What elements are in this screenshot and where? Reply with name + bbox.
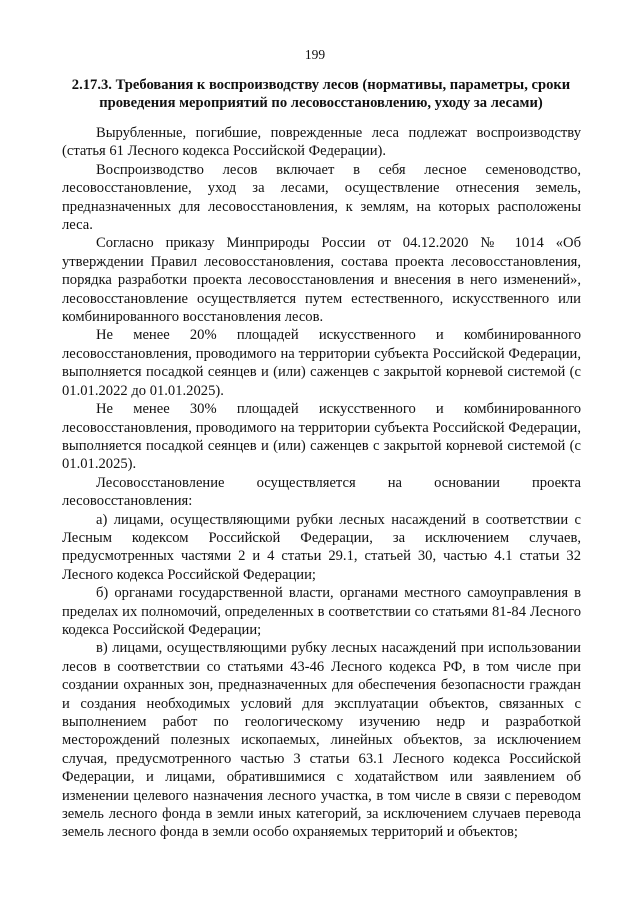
paragraph: Не менее 20% площадей искусственного и комбинированного лесовосстановления, проводимого на территории субъекта Российской Федерации, выполняется посадкой сеянцев и (или) саженцев с закрытой корневой системой (с 01.01.2022 до 01.01.2025). [62, 327, 581, 399]
page-number: 199 [304, 47, 326, 62]
paragraph: Лесовосстановление осуществляется на основании проекта лесовосстановления: [62, 474, 581, 510]
paragraph: Не менее 30% площадей искусственного и комбинированного лесовосстановления, проводимого на территории субъекта Российской Федерации, выполняется посадкой сеянцев и (или) саженцев с закрытой корневой системой (с 01.01.2025). [62, 401, 581, 473]
list-item: в) лицами, осуществляющими рубку лесных насаждений при использовании лесов в соответствии со статьями 43-46 Лесного кодекса РФ, в том числе при создании охранных зон, предназначенных для обеспечения безопасности граждан и создания необходимых условий для эксплуатации объектов, связанных с выполнением работ по геологическому изучению недр и разработкой месторождений полезных ископаемых, линейных объектов, за исключением случая, предусмотренного частью 3 статьи 63.1 Лесного кодекса Российской Федерации, и лицами, обратившимися с ходатайством или заявлением об изменении целевого назначения лесного участка, в том числе в связи с переводом земель лесного фонда в земли иных категорий, за исключением случаев перевода земель лесного фонда в земли особо охраняемых территорий и объектов; [62, 640, 581, 841]
list-item: а) лицами, осуществляющими рубки лесных насаждений в соответствии с Лесным кодексом Российской Федерации, за исключением случаев, предусмотренных частями 2 и 4 статьи 29.1, статьей 30, частью 4.1 статьи 32 Лесного кодекса Российской Федерации; [62, 511, 581, 583]
paragraph: Согласно приказу Минприроды России от 04.12.2020 № 1014 «Об утверждении Правил лесовосстановления, состава проекта лесовосстановления, порядка разработки проекта лесовосстановления и внесения в него изменений», лесовосстановление осуществляется путем естественного, искусственного или комбинированного восстановления лесов. [62, 235, 581, 326]
paragraph: Вырубленные, погибшие, поврежденные леса подлежат воспроизводству (статья 61 Лесного кодекса Российской Федерации). [62, 125, 581, 160]
paragraph: Воспроизводство лесов включает в себя лесное семеноводство, лесовосстановление, уход за лесами, осуществление отнесения земель, предназначенных для лесовосстановления, к землям, на которых расположены леса. [62, 161, 581, 234]
section-title: 2.17.3. Требования к воспроизводству лесов (нормативы, параметры, сроки проведения мероприятий по лесовосстановлению, уходу за лесами) [71, 77, 571, 111]
list-item: б) органами государственной власти, органами местного самоуправления в пределах их полномочий, определенных в соответствии со статьями 81-84 Лесного кодекса Российской Федерации; [62, 585, 581, 638]
document-body [62, 124, 581, 842]
